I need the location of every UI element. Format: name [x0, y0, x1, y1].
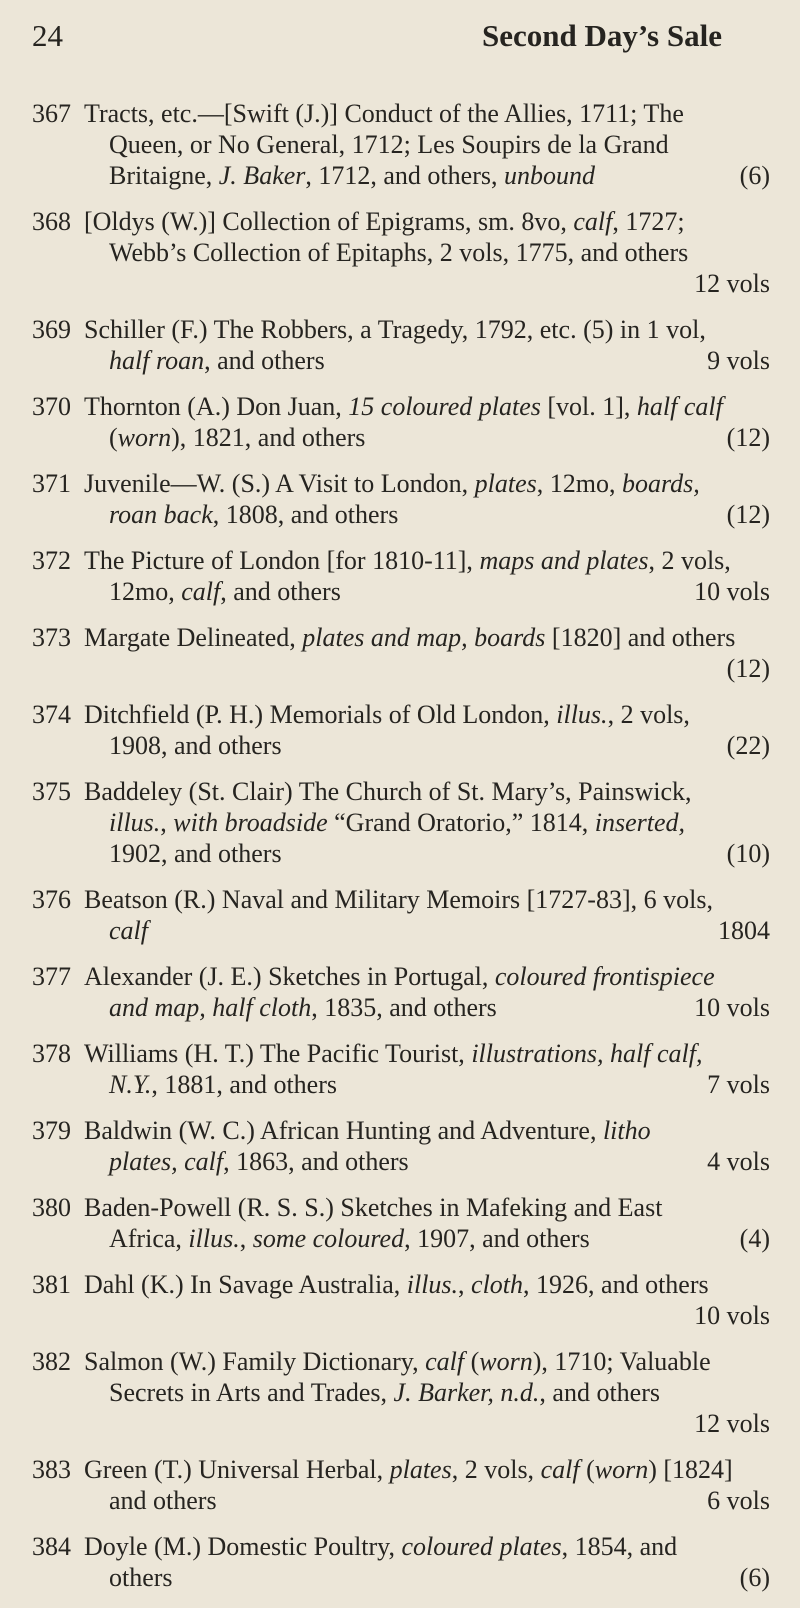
- lot-number: 367: [32, 99, 71, 128]
- lot-line: [84, 1408, 770, 1439]
- lot-text: ,: [160, 808, 174, 837]
- page-header: [32, 18, 768, 58]
- lot-line: [84, 545, 770, 576]
- lot-italic-text: cloth: [471, 1270, 524, 1299]
- lot-description: [84, 391, 770, 453]
- lot-entry: [0, 884, 800, 946]
- lot-italic-text: J. Baker: [218, 161, 306, 190]
- lot-italic-text: illus.: [406, 1270, 459, 1299]
- lot-text: Alexander (J. E.) Sketches in Portugal,: [84, 962, 495, 991]
- lot-italic-text: boards,: [621, 469, 700, 498]
- lot-text: 1902, and others: [109, 839, 282, 868]
- lot-italic-text: worn: [117, 423, 172, 452]
- lot-text: , and others: [220, 577, 341, 606]
- lot-italic-text: unbound: [503, 161, 595, 190]
- lot-text: , 1926, and others: [523, 1270, 709, 1299]
- lot-text: (: [579, 1455, 595, 1484]
- lot-line: [84, 776, 770, 807]
- lot-italic-text: half roan: [109, 346, 205, 375]
- lot-line: [84, 653, 770, 684]
- lot-italic-text: calf: [181, 577, 221, 606]
- lot-quantity: (6): [739, 1563, 770, 1592]
- lot-italic-text: inserted,: [594, 808, 686, 837]
- lot-quantity: (12): [726, 500, 770, 529]
- lot-text: , and others: [204, 346, 325, 375]
- lot-text: [1820] and others: [545, 623, 736, 652]
- lot-line: [84, 1531, 770, 1562]
- lot-line: [84, 992, 770, 1023]
- lot-text: , 1881, and others: [151, 1070, 338, 1099]
- lot-number: 369: [32, 315, 71, 344]
- lot-line: [84, 1115, 770, 1146]
- lot-line: [84, 622, 770, 653]
- lot-number: 378: [32, 1039, 71, 1068]
- lot-number: 374: [32, 700, 71, 729]
- lot-italic-text: calf: [573, 207, 613, 236]
- running-title: Second Day’s Sale: [482, 18, 722, 53]
- lot-text: , 2 vols,: [451, 1455, 541, 1484]
- lot-line: [84, 1377, 770, 1408]
- lot-text: , 1835, and others: [311, 993, 497, 1022]
- lot-italic-text: roan back: [109, 500, 213, 529]
- lot-italic-text: plates and map, boards: [302, 623, 546, 652]
- lot-text: ), 1821, and others: [171, 423, 366, 452]
- lot-text: , 1712, and others,: [305, 161, 504, 190]
- lot-italic-text: some coloured: [252, 1224, 405, 1253]
- lot-quantity: 4 vols: [707, 1147, 770, 1176]
- lot-text: , 1907, and others: [404, 1224, 590, 1253]
- lot-line: [84, 345, 770, 376]
- lot-line: [84, 1300, 770, 1331]
- lot-line: [84, 961, 770, 992]
- lot-entry: [0, 206, 800, 299]
- lot-italic-text: plates: [389, 1455, 452, 1484]
- lot-text: , 1863, and others: [223, 1147, 409, 1176]
- lot-line: [84, 1038, 770, 1069]
- lot-text: 12 vols: [694, 269, 770, 298]
- lot-line: [84, 884, 770, 915]
- lot-text: Secrets in Arts and Trades,: [109, 1378, 394, 1407]
- lot-number: 370: [32, 392, 71, 421]
- lot-line: [84, 422, 770, 453]
- lot-description: [84, 314, 770, 376]
- lot-italic-text: maps and plates: [479, 546, 649, 575]
- lot-entry: [0, 622, 800, 684]
- lot-number: 379: [32, 1116, 71, 1145]
- lot-line: [84, 1485, 770, 1516]
- lot-entry: [0, 1192, 800, 1254]
- lot-entry: [0, 1269, 800, 1331]
- lot-line: [84, 468, 770, 499]
- lot-line: [84, 129, 770, 160]
- lot-text: , 1854, and: [561, 1532, 678, 1561]
- lot-line: [84, 838, 770, 869]
- lot-italic-text: litho: [602, 1116, 651, 1145]
- lot-description: [84, 1115, 770, 1177]
- lot-line: [84, 98, 770, 129]
- lot-description: [84, 699, 770, 761]
- lot-text: [Oldys (W.)] Collection of Epigrams, sm. 8vo,: [84, 207, 574, 236]
- lot-number: 382: [32, 1347, 71, 1376]
- lot-description: [84, 98, 770, 191]
- lot-italic-text: with broadside: [173, 808, 328, 837]
- lot-text: and others: [109, 1486, 217, 1515]
- lot-text: (: [464, 1347, 480, 1376]
- lot-text: ,: [239, 1224, 253, 1253]
- lot-italic-text: plates, calf: [109, 1147, 224, 1176]
- lot-text: Webb’s Collection of Epitaphs, 2 vols, 1775, and others: [109, 238, 689, 267]
- lot-entry: [0, 545, 800, 607]
- lot-text: ), 1710; Valuable: [532, 1347, 711, 1376]
- lot-description: [84, 1269, 770, 1331]
- lot-description: [84, 1038, 770, 1100]
- lot-text: Queen, or No General, 1712; Les Soupirs de la Grand: [109, 130, 669, 159]
- lot-line: [84, 314, 770, 345]
- lot-line: [84, 1454, 770, 1485]
- lot-text: , 2 vols,: [607, 700, 690, 729]
- lot-line: [84, 730, 770, 761]
- lot-description: [84, 1531, 770, 1593]
- lot-italic-text: N.Y.: [109, 1070, 152, 1099]
- page-number: 24: [32, 18, 63, 53]
- lot-number: 373: [32, 623, 71, 652]
- lot-text: Doyle (M.) Domestic Poultry,: [84, 1532, 402, 1561]
- lot-entry: [0, 1454, 800, 1516]
- lot-description: [84, 884, 770, 946]
- lot-italic-text: illustrations, half calf,: [471, 1039, 703, 1068]
- lot-quantity: 1804: [718, 916, 770, 945]
- lot-line: [84, 576, 770, 607]
- lot-description: [84, 622, 770, 684]
- lot-description: [84, 206, 770, 299]
- lot-quantity: 7 vols: [707, 1070, 770, 1099]
- lot-line: [84, 1146, 770, 1177]
- lot-text: Thornton (A.) Don Juan,: [84, 392, 349, 421]
- lot-quantity: 6 vols: [707, 1486, 770, 1515]
- lot-italic-text: coloured frontispiece: [494, 962, 715, 991]
- lot-quantity: 10 vols: [694, 577, 770, 606]
- lot-text: , and others: [539, 1378, 660, 1407]
- lot-quantity: 9 vols: [707, 346, 770, 375]
- lot-description: [84, 1192, 770, 1254]
- lot-entry: [0, 1346, 800, 1439]
- lot-number: 376: [32, 885, 71, 914]
- lot-quantity: 10 vols: [694, 993, 770, 1022]
- lot-italic-text: calf: [425, 1347, 465, 1376]
- lot-italic-text: worn: [479, 1347, 533, 1376]
- lot-text: , 2 vols,: [648, 546, 731, 575]
- lot-description: [84, 545, 770, 607]
- lot-italic-text: illus.: [188, 1224, 240, 1253]
- lot-entry: [0, 1115, 800, 1177]
- lot-italic-text: half calf: [636, 392, 723, 421]
- lot-number: 384: [32, 1532, 71, 1561]
- lot-line: [84, 1223, 770, 1254]
- lot-text: Juvenile—W. (S.) A Visit to London,: [84, 469, 475, 498]
- lot-line: [84, 807, 770, 838]
- lot-description: [84, 1454, 770, 1516]
- lot-number: 380: [32, 1193, 71, 1222]
- lot-text: Margate Delineated,: [84, 623, 303, 652]
- lot-text: ,: [458, 1270, 472, 1299]
- lot-quantity: (12): [726, 423, 770, 452]
- lot-text: (: [109, 423, 118, 452]
- lot-text: Ditchfield (P. H.) Memorials of Old London,: [84, 700, 557, 729]
- lot-text: [vol. 1],: [540, 392, 637, 421]
- lot-line: [84, 206, 770, 237]
- lot-text: others: [109, 1563, 173, 1592]
- lot-line: [84, 237, 770, 268]
- lot-text: Schiller (F.) The Robbers, a Tragedy, 1792, etc. (5) in 1 vol,: [84, 315, 706, 344]
- lot-number: 371: [32, 469, 71, 498]
- lot-number: 377: [32, 962, 71, 991]
- lot-text: Baden-Powell (R. S. S.) Sketches in Mafeking and East: [84, 1193, 663, 1222]
- lot-line: [84, 391, 770, 422]
- lot-quantity: (6): [739, 161, 770, 190]
- lot-text: Green (T.) Universal Herbal,: [84, 1455, 390, 1484]
- lot-text: Dahl (K.) In Savage Australia,: [84, 1270, 407, 1299]
- lot-text: The Picture of London [for 1810-11],: [84, 546, 480, 575]
- lot-entry: [0, 776, 800, 869]
- lot-quantity: (10): [726, 839, 770, 868]
- lot-text: 1908, and others: [109, 731, 282, 760]
- lot-description: [84, 1346, 770, 1439]
- lot-text: (12): [726, 654, 770, 683]
- lot-text: Baddeley (St. Clair) The Church of St. Mary’s, Painswick,: [84, 777, 692, 806]
- lot-entry: [0, 314, 800, 376]
- lot-text: , 1808, and others: [212, 500, 399, 529]
- lot-description: [84, 776, 770, 869]
- lot-text: Baldwin (W. C.) African Hunting and Adventure,: [84, 1116, 603, 1145]
- lot-italic-text: illus.: [109, 808, 161, 837]
- lot-line: [84, 1562, 770, 1593]
- lot-text: , 1727;: [612, 207, 685, 236]
- lot-number: 372: [32, 546, 71, 575]
- lot-quantity: (4): [739, 1224, 770, 1253]
- lot-list: [0, 98, 800, 1608]
- lot-line: [84, 1192, 770, 1223]
- lot-number: 368: [32, 207, 71, 236]
- lot-entry: [0, 468, 800, 530]
- lot-text: Tracts, etc.—[Swift (J.)] Conduct of the Allies, 1711; The: [84, 99, 684, 128]
- lot-line: [84, 268, 770, 299]
- lot-quantity: (22): [726, 731, 770, 760]
- lot-text: 12mo,: [109, 577, 182, 606]
- lot-italic-text: calf: [540, 1455, 580, 1484]
- lot-text: 10 vols: [694, 1301, 770, 1330]
- lot-entry: [0, 98, 800, 191]
- lot-text: Africa,: [109, 1224, 189, 1253]
- lot-line: [84, 1346, 770, 1377]
- lot-number: 381: [32, 1270, 71, 1299]
- lot-italic-text: coloured plates: [401, 1532, 562, 1561]
- lot-text: Beatson (R.) Naval and Military Memoirs [1727-83], 6 vols,: [84, 885, 713, 914]
- lot-line: [84, 160, 770, 191]
- lot-text: , 12mo,: [536, 469, 622, 498]
- lot-description: [84, 468, 770, 530]
- lot-text: Williams (H. T.) The Pacific Tourist,: [84, 1039, 472, 1068]
- lot-number: 383: [32, 1455, 71, 1484]
- lot-italic-text: worn: [594, 1455, 649, 1484]
- lot-line: [84, 1069, 770, 1100]
- lot-entry: [0, 1038, 800, 1100]
- lot-description: [84, 961, 770, 1023]
- lot-text: “Grand Oratorio,” 1814,: [327, 808, 595, 837]
- lot-line: [84, 915, 770, 946]
- lot-entry: [0, 699, 800, 761]
- lot-entry: [0, 1531, 800, 1593]
- lot-entry: [0, 391, 800, 453]
- lot-line: [84, 1269, 770, 1300]
- lot-text: Britaigne,: [109, 161, 219, 190]
- lot-text: Salmon (W.) Family Dictionary,: [84, 1347, 426, 1376]
- lot-text: ) [1824]: [648, 1455, 733, 1484]
- lot-italic-text: illus.: [556, 700, 608, 729]
- lot-text: 12 vols: [694, 1409, 770, 1438]
- lot-italic-text: plates: [474, 469, 537, 498]
- lot-line: [84, 499, 770, 530]
- lot-line: [84, 699, 770, 730]
- lot-italic-text: J. Barker, n.d.: [393, 1378, 540, 1407]
- lot-italic-text: and map, half cloth: [109, 993, 312, 1022]
- lot-italic-text: 15 coloured plates: [348, 392, 541, 421]
- lot-number: 375: [32, 777, 71, 806]
- lot-italic-text: calf: [109, 916, 148, 945]
- lot-entry: [0, 961, 800, 1023]
